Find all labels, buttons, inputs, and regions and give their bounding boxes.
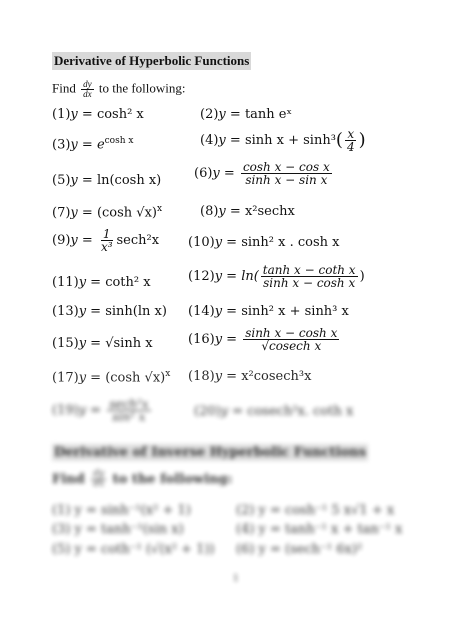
problem-4 bbox=[200, 128, 366, 153]
problem-label: (4) bbox=[200, 133, 219, 148]
problem-13 bbox=[52, 305, 167, 319]
problem-fraction bbox=[99, 228, 115, 253]
problem-label: (12) bbox=[188, 269, 215, 284]
problem-lhs: y = bbox=[214, 304, 242, 319]
problem-lhs: y = ln( bbox=[214, 269, 259, 284]
derivative-denominator: dx bbox=[83, 89, 92, 99]
problem-9 bbox=[52, 228, 159, 253]
problem-lhs: y = bbox=[218, 204, 245, 219]
problem-lhs: y = bbox=[78, 370, 106, 386]
fraction-denominator: x³ bbox=[100, 240, 113, 254]
problem-3 bbox=[52, 137, 133, 153]
problem-label: (3) bbox=[52, 137, 71, 153]
problem-label: (16) bbox=[188, 332, 215, 347]
problem-lhs: y = bbox=[214, 235, 242, 250]
fraction-numerator: x bbox=[347, 127, 355, 141]
problem-6 bbox=[194, 161, 334, 186]
problem-fraction bbox=[107, 398, 150, 423]
problem-17 bbox=[52, 370, 170, 386]
problem-10 bbox=[188, 236, 339, 250]
problem-rhs: sinh(ln x) bbox=[105, 304, 167, 319]
problem-label: (13) bbox=[52, 304, 79, 319]
problem-rhs: x²cosech³x bbox=[241, 369, 312, 384]
fraction-denominator: √cosech x bbox=[261, 339, 322, 353]
problem-lhs: y = bbox=[78, 403, 106, 418]
problem-rhs: cosech²x. coth x bbox=[247, 404, 354, 419]
problem-14 bbox=[188, 305, 349, 319]
problem-1 bbox=[52, 108, 144, 122]
problem-lhs: y = bbox=[78, 336, 106, 351]
derivative-denominator: dx bbox=[93, 479, 105, 489]
problem-rhs: tanh eˣ bbox=[244, 107, 292, 122]
inverse-problem-4: (4) y = tanh⁻¹ x + tan⁻¹ x bbox=[236, 522, 403, 537]
inverse-problem-3: (3) y = tanh⁻¹(sin x) bbox=[52, 522, 184, 537]
problem-2 bbox=[200, 108, 292, 122]
problem-rhs: ) bbox=[359, 269, 365, 284]
inverse-problem-6: (6) y = (sech⁻¹ 6x)² bbox=[236, 542, 363, 557]
problem-lhs: y = bbox=[70, 233, 97, 248]
fraction-denominator: sin² x bbox=[112, 410, 146, 424]
problem-exponent: x bbox=[165, 369, 171, 379]
problem-label: (9) bbox=[52, 233, 71, 248]
problem-rhs: √sinh x bbox=[105, 336, 153, 351]
problem-label: (1) bbox=[52, 107, 71, 122]
problem-lhs: y = bbox=[220, 404, 248, 419]
problem-lhs: y = bbox=[218, 133, 245, 148]
problem-15 bbox=[52, 337, 153, 351]
problem-label: (14) bbox=[188, 304, 215, 319]
problem-20 bbox=[194, 405, 353, 419]
problem-rhs: x²sechx bbox=[244, 204, 295, 219]
problem-fraction bbox=[241, 161, 332, 186]
inverse-problem-1: (1) y = sinh⁻¹(x² + 1) bbox=[52, 503, 191, 518]
problem-exponent: x bbox=[156, 204, 163, 214]
problem-label: (8) bbox=[200, 204, 219, 219]
problem-lhs: y = bbox=[214, 369, 242, 384]
problem-base: e bbox=[96, 137, 105, 153]
instruction-suffix: to the following: bbox=[95, 80, 186, 96]
section-title: Derivative of Hyperbolic Functions bbox=[54, 53, 250, 68]
fraction-numerator: 1 bbox=[102, 227, 111, 241]
problem-label: (5) bbox=[52, 173, 71, 188]
derivative-numerator: dy bbox=[93, 469, 105, 479]
right-paren: ) bbox=[358, 129, 366, 151]
instruction-prefix: Find bbox=[52, 80, 80, 96]
problem-label: (6) bbox=[194, 166, 213, 181]
fraction-denominator: sinh x − sin x bbox=[245, 173, 328, 187]
problem-8 bbox=[200, 205, 295, 219]
problem-lhs: y = bbox=[70, 107, 97, 122]
fraction-numerator: sech²x bbox=[109, 397, 149, 411]
problem-label: (15) bbox=[52, 336, 79, 351]
problem-label: (10) bbox=[188, 235, 215, 250]
problem-fraction bbox=[243, 327, 339, 352]
instruction-suffix: to the following: bbox=[108, 472, 233, 487]
problem-exponent: cosh x bbox=[104, 136, 134, 146]
problem-lhs: y = bbox=[70, 205, 97, 221]
problem-18 bbox=[188, 370, 311, 384]
derivative-fraction bbox=[81, 80, 94, 99]
problem-label: (19) bbox=[52, 403, 79, 418]
problem-label: (17) bbox=[52, 370, 79, 386]
problem-lhs: y = bbox=[70, 173, 97, 188]
problem-lhs: y = bbox=[78, 275, 106, 290]
problem-lhs: y = bbox=[78, 304, 106, 319]
problem-11 bbox=[52, 276, 151, 290]
fraction-numerator: sinh x − cosh x bbox=[245, 326, 338, 340]
derivative-numerator: dy bbox=[83, 79, 92, 89]
problem-rhs: sinh² x + sinh³ x bbox=[241, 304, 349, 319]
problem-rhs: (cosh √x) bbox=[96, 205, 157, 221]
fraction-numerator: tanh x − coth x bbox=[262, 263, 356, 277]
instruction bbox=[52, 80, 186, 99]
left-paren: ( bbox=[335, 129, 343, 151]
instruction-inverse bbox=[52, 470, 232, 489]
fraction-numerator: cosh x − cos x bbox=[242, 160, 330, 174]
problem-label: (18) bbox=[188, 369, 215, 384]
problem-lhs: y = bbox=[70, 137, 97, 153]
problem-12 bbox=[188, 264, 365, 289]
instruction-prefix: Find bbox=[52, 472, 90, 487]
problem-label: (2) bbox=[200, 107, 219, 122]
problem-rhs: (cosh √x) bbox=[105, 370, 166, 386]
problem-rhs: sech²x bbox=[116, 233, 160, 248]
problem-7 bbox=[52, 205, 162, 221]
problem-rhs: sinh x + sinh³ bbox=[244, 133, 336, 148]
problem-fraction bbox=[261, 264, 358, 289]
problem-19 bbox=[52, 398, 153, 423]
problem-rhs: coth² x bbox=[105, 275, 151, 290]
problem-rhs: sinh² x . cosh x bbox=[241, 235, 340, 250]
problem-label: (7) bbox=[52, 205, 71, 221]
derivative-fraction bbox=[91, 470, 106, 489]
fraction-denominator: 4 bbox=[346, 140, 355, 154]
problem-16 bbox=[188, 327, 341, 352]
problem-fraction bbox=[345, 128, 357, 153]
problem-lhs: y = bbox=[218, 107, 245, 122]
fraction-denominator: sinh x − cosh x bbox=[263, 276, 356, 290]
inverse-problem-2: (2) y = cosh⁻¹ 5 x√1 + x bbox=[236, 503, 395, 518]
section-title-inverse: Derivative of Inverse Hyperbolic Functions bbox=[54, 445, 367, 460]
problem-label: (20) bbox=[194, 404, 221, 419]
problem-5 bbox=[52, 174, 161, 188]
problem-rhs: cosh² x bbox=[96, 107, 144, 122]
problem-label: (11) bbox=[52, 275, 79, 290]
problem-lhs: y = bbox=[212, 166, 239, 181]
problem-lhs: y = bbox=[214, 332, 242, 347]
page-number: 1 bbox=[233, 574, 239, 584]
inverse-problem-5: (5) y = coth⁻¹ (√(x² + 1)) bbox=[52, 542, 215, 557]
problem-rhs: ln(cosh x) bbox=[96, 173, 162, 188]
